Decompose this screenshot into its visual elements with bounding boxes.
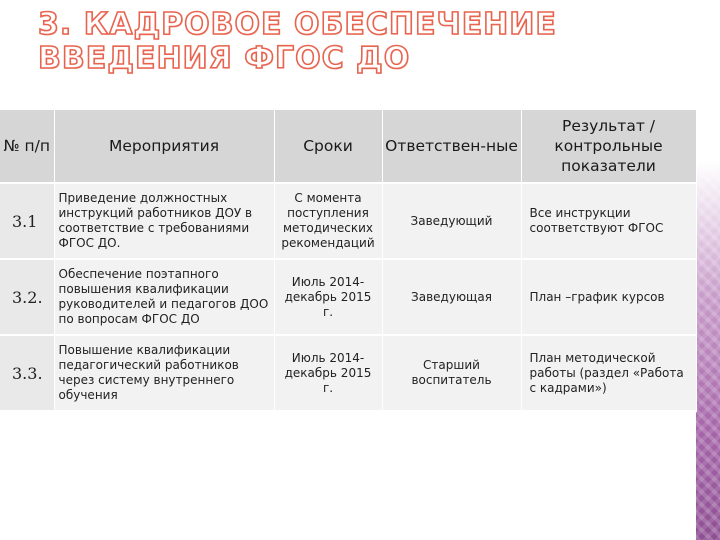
row-result: План методической работы (раздел «Работа с кадрами»)	[521, 335, 696, 411]
table-row	[0, 259, 696, 335]
row-number: 3.1	[0, 183, 54, 259]
table-header-row	[0, 110, 696, 183]
decorative-side-stripe	[696, 0, 720, 540]
staffing-plan-table	[0, 110, 697, 412]
row-activity: Обеспечение поэтапного повышения квалификации руководителей и педагогов ДОО по вопросам ФГОС ДО	[54, 259, 274, 335]
header-responsible: Ответствен-ные	[382, 110, 521, 183]
row-term: С момента поступления методических рекомендаций	[274, 183, 382, 259]
row-number: 3.2.	[0, 259, 54, 335]
header-results: Результат / контрольные показатели	[521, 110, 696, 183]
row-responsible: Заведующий	[382, 183, 521, 259]
header-number: № п/п	[0, 110, 54, 183]
header-terms: Сроки	[274, 110, 382, 183]
table-row	[0, 183, 696, 259]
row-term: Июль 2014-декабрь 2015 г.	[274, 259, 382, 335]
slide-title	[38, 8, 558, 76]
table-row	[0, 335, 696, 411]
slide-title-line1: 3. КАДРОВОЕ ОБЕСПЕЧЕНИЕ	[38, 7, 557, 42]
row-number: 3.3.	[0, 335, 54, 411]
row-responsible: Заведующая	[382, 259, 521, 335]
slide-title-line2: ВВЕДЕНИЯ ФГОС ДО	[38, 41, 411, 76]
row-activity: Приведение должностных инструкций работников ДОУ в соответствие с требованиями ФГОС ДО.	[54, 183, 274, 259]
row-activity: Повышение квалификации педагогический работников через систему внутреннего обучения	[54, 335, 274, 411]
header-activities: Мероприятия	[54, 110, 274, 183]
row-result: Все инструкции соответствуют ФГОС	[521, 183, 696, 259]
row-term: Июль 2014-декабрь 2015 г.	[274, 335, 382, 411]
row-responsible: Старший воспитатель	[382, 335, 521, 411]
row-result: План –график курсов	[521, 259, 696, 335]
